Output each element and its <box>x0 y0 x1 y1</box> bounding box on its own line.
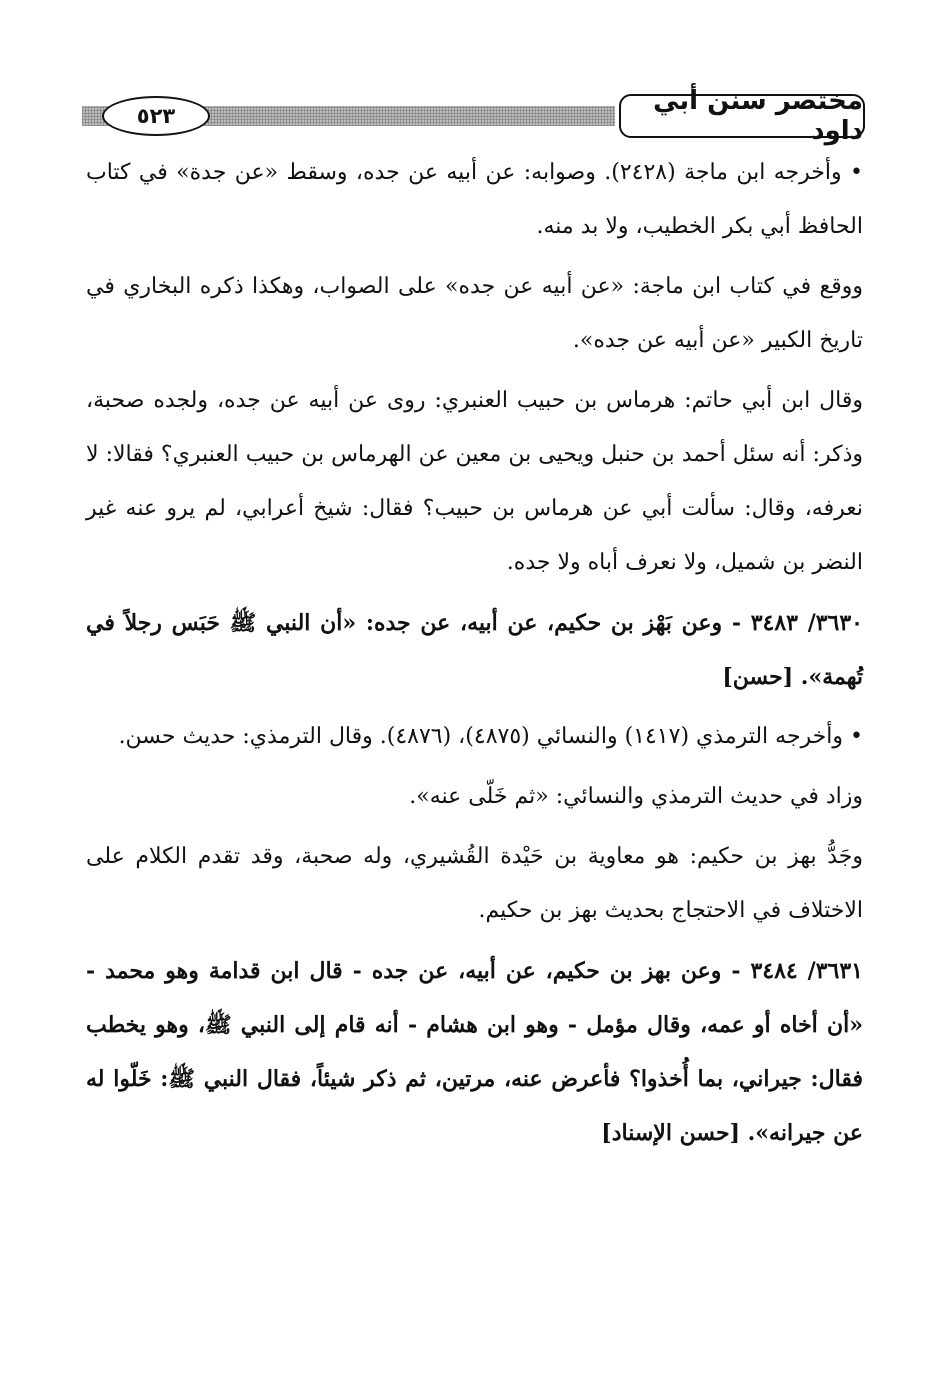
paragraph-addition: وزاد في حديث الترمذي والنسائي: «ثم خَلّى عنه». <box>409 784 863 809</box>
paragraph-ibn-abi-hatim: وقال ابن أبي حاتم: هرماس بن حبيب العنبري: روى عن أبيه عن جده، ولجده صحبة، وذكر: أنه سئل أحمد بن حنبل ويحيى بن معين عن الهرماس بن حبيب العنبري؟ فقالا: لا نعرفه، وقال: سألت أبي عن هرماس بن حبيب؟ فقال: شيخ أعرابي، لم يرو عنه غير النضر بن شميل، ولا نعرف أباه ولا جده. <box>86 388 863 575</box>
page-header <box>82 86 865 146</box>
page-number: ٥٢٣ <box>102 96 210 136</box>
paragraph-ibn-majah-note: • وأخرجه ابن ماجة (٢٤٢٨). وصوابه: عن أبيه عن جده، وسقط «عن جدة» في كتاب الحافظ أبي بكر الخطيب، ولا بد منه. <box>86 160 863 239</box>
hadith-3631: ٣٦٣١/ ٣٤٨٤ - وعن بهز بن حكيم، عن أبيه، عن جده - قال ابن قدامة وهو محمد - «أن أخاه أو عمه، وقال مؤمل - وهو ابن هشام - أنه قام إلى النبي ﷺ، وهو يخطب فقال: جيراني، بما أُخذوا؟ فأعرض عنه، مرتين، ثم ذكر شيئاً، فقال النبي ﷺ: خَلّوا له عن جيرانه». [حسن الإسناد] <box>86 958 863 1146</box>
paragraph-tirmidhi-nasai: • وأخرجه الترمذي (١٤١٧) والنسائي (٤٨٧٥)، (٤٨٧٦). وقال الترمذي: حديث حسن. <box>118 724 863 749</box>
paragraph-bahz-grandfather: وجَدُّ بهز بن حكيم: هو معاوية بن حَيْدة القُشيري، وله صحبة، وقد تقدم الكلام على الاختلاف في الاحتجاج بحديث بهز بن حكيم. <box>86 844 863 923</box>
paragraph-bukhari-note: ووقع في كتاب ابن ماجة: «عن أبيه عن جده» على الصواب، وهكذا ذكره البخاري في تاريخ الكبير «عن أبيه عن جده». <box>86 274 863 353</box>
book-title: مختصر سنن أبي داود <box>619 94 865 138</box>
page-body <box>86 146 863 1166</box>
hadith-3630: ٣٦٣٠/ ٣٤٨٣ - وعن بَهْز بن حكيم، عن أبيه، عن جده: «أن النبي ﷺ حَبَس رجلاً في تُهمة». [حسن] <box>86 610 863 690</box>
